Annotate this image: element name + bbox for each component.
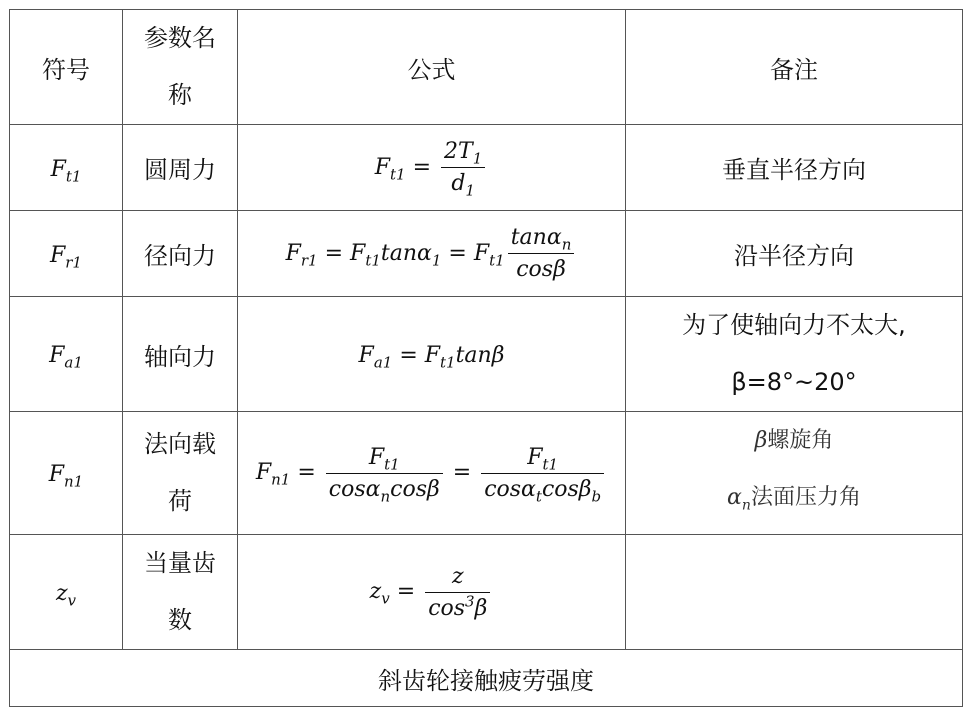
- symbol-cell: [10, 125, 123, 211]
- formula-fa1: $F_{a1} = F_{t1}\tan\beta$: [358, 343, 505, 372]
- param-name-cell: [123, 412, 238, 535]
- symbol-fa1: $F_{a1}$: [49, 343, 83, 372]
- formula-cell: [238, 412, 626, 535]
- header-param-name: [123, 10, 238, 125]
- param-name-cell: 圆周力: [123, 125, 238, 211]
- table-row: [10, 535, 963, 650]
- table-row: [10, 297, 963, 412]
- symbol-cell: [10, 297, 123, 412]
- header-row: [10, 10, 963, 125]
- symbol-fr1: $F_{r1}$: [50, 242, 82, 271]
- formula-fn1: $F_{n1}$ = $\frac{F_{t1}}{\cos\alpha_n\cos\beta}$ = $\frac{F_{t1}}{\cos\alpha_t\cos\beta_b}$: [256, 460, 607, 485]
- param-name-text: 法向载荷: [144, 430, 216, 516]
- table-row: [10, 412, 963, 535]
- symbol-zv: $z_v$: [55, 581, 77, 610]
- symbol-cell: [10, 535, 123, 650]
- footer-title: 斜齿轮接触疲劳强度: [10, 650, 963, 707]
- param-name-cell: 轴向力: [123, 297, 238, 412]
- remark-cell: 垂直半径方向: [626, 125, 963, 211]
- formula-cell: [238, 211, 626, 297]
- symbol-ft1: $F_{t1}$: [50, 156, 82, 185]
- formula-fr1: $F_{r1} = F_{t1}\tan\alpha_1 = F_{t1}$ $\frac{\tan\alpha_n}{\cos\beta}$: [286, 241, 578, 266]
- header-symbol: 符号: [10, 10, 123, 125]
- remark-line-helix-angle: β螺旋角: [754, 428, 834, 453]
- formula-cell: [238, 535, 626, 650]
- helical-gear-force-table: [9, 9, 963, 707]
- symbol-fn1: $F_{n1}$: [48, 462, 84, 491]
- symbol-cell: [10, 211, 123, 297]
- remark-cell: 沿半径方向: [626, 211, 963, 297]
- formula-ft1: $F_{t1}$ = $\frac{2T_1}{d_1}$: [375, 155, 489, 180]
- header-formula: 公式: [238, 10, 626, 125]
- header-remark: 备注: [626, 10, 963, 125]
- footer-row: [10, 650, 963, 707]
- param-name-cell: [123, 535, 238, 650]
- header-param-name-text: 参数名称: [144, 24, 216, 109]
- formula-zv: $z_v$ = $\frac{z}{\cos^3\beta}$: [370, 579, 494, 604]
- remark-line: β=8°~20°: [731, 368, 857, 396]
- formula-cell: [238, 125, 626, 211]
- param-name-cell: 径向力: [123, 211, 238, 297]
- remark-cell: [626, 297, 963, 412]
- remark-cell: [626, 412, 963, 535]
- remark-line: 为了使轴向力不太大,: [682, 311, 906, 339]
- remark-line-pressure-angle: $\alpha_n$法面压力角: [727, 485, 861, 514]
- table-row: [10, 211, 963, 297]
- remark-cell-empty: [626, 535, 963, 650]
- param-name-text: 当量齿数: [144, 549, 216, 635]
- table-row: [10, 125, 963, 211]
- symbol-cell: [10, 412, 123, 535]
- formula-cell: [238, 297, 626, 412]
